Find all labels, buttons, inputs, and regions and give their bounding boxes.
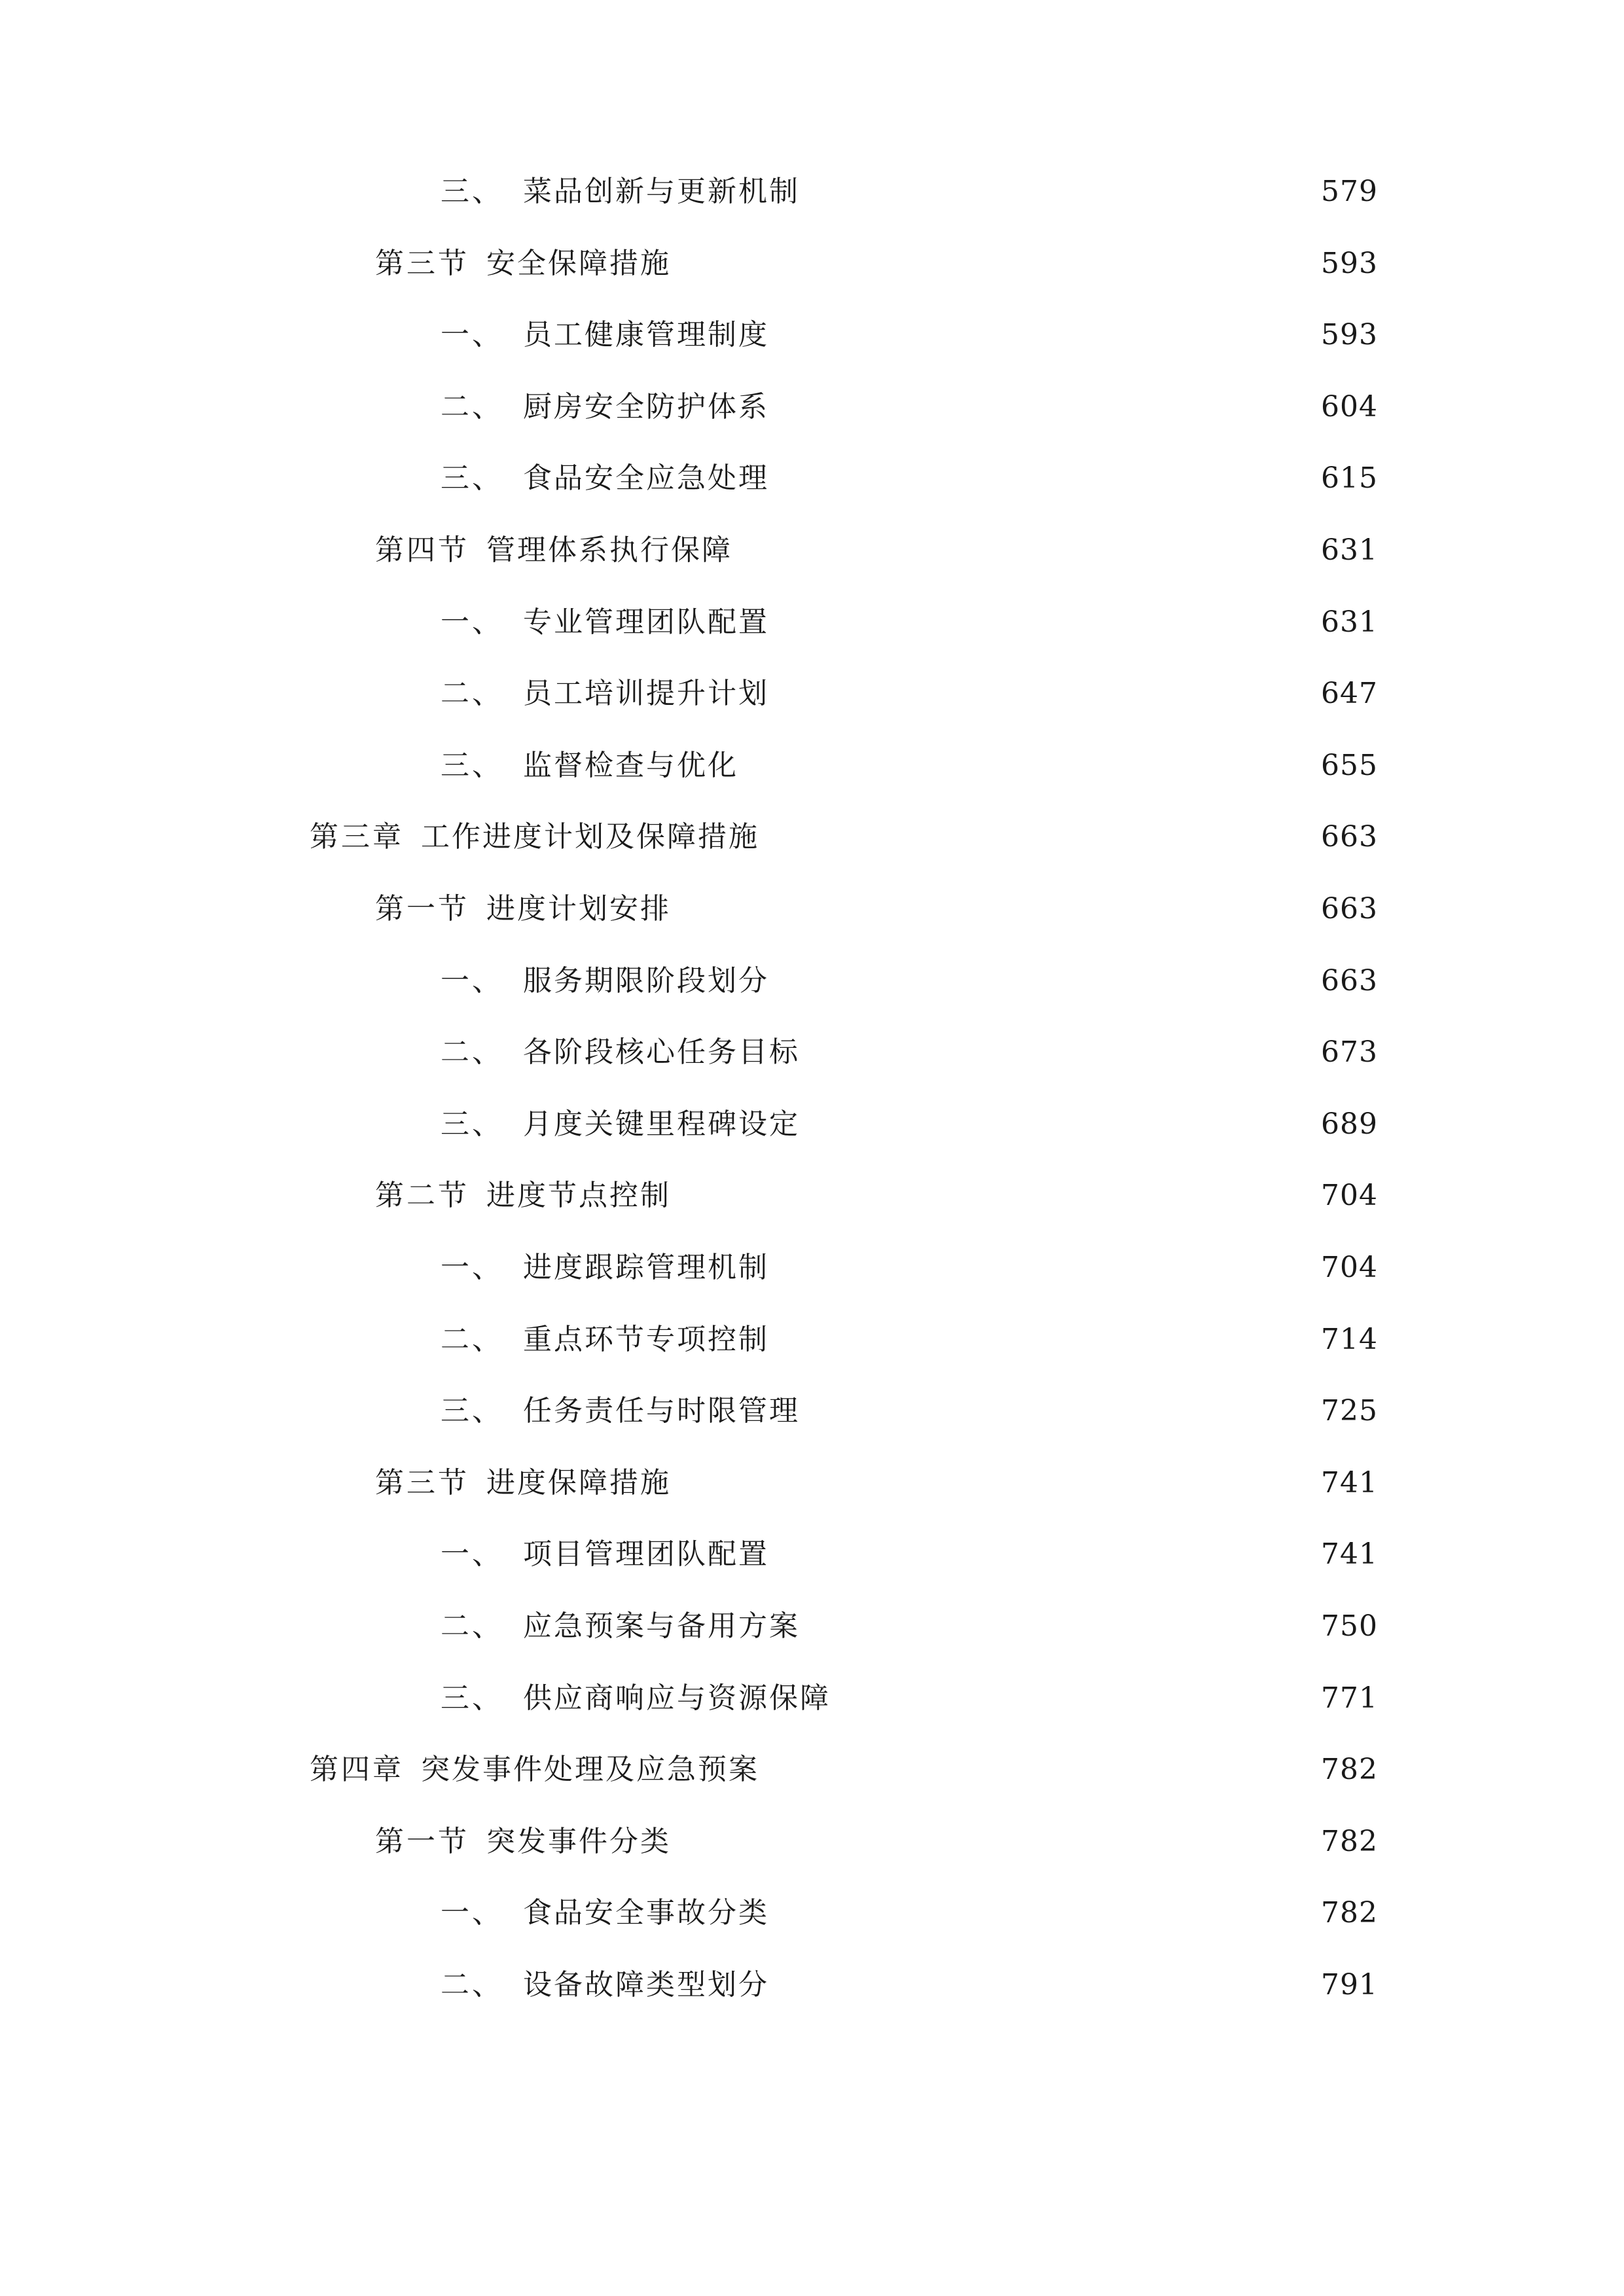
toc-entry-title: 专业管理团队配置 <box>523 605 769 639</box>
toc-entry-page-number: 704 <box>1321 1251 1378 1284</box>
toc-entry-number: 第三节 <box>375 247 469 280</box>
toc-entry[interactable] <box>441 1959 1378 2011</box>
dot-leader <box>780 1528 1309 1581</box>
toc-entry-number: 二、 <box>441 1609 503 1643</box>
dot-leader <box>743 524 1309 577</box>
toc-entry-number: 第三章 <box>310 820 404 853</box>
toc-entry-page-number: 704 <box>1321 1179 1378 1212</box>
dot-leader <box>681 1170 1309 1222</box>
toc-entry[interactable] <box>441 166 1378 218</box>
toc-entry-page-number: 663 <box>1321 892 1378 925</box>
toc-entry[interactable] <box>441 381 1378 433</box>
toc-entry[interactable] <box>441 1385 1378 1437</box>
toc-entry[interactable] <box>310 1744 1378 1796</box>
toc-entry[interactable] <box>375 524 1378 577</box>
dot-leader <box>810 1098 1309 1151</box>
toc-entry-page-number: 782 <box>1321 1896 1378 1929</box>
toc-entry-page-number: 741 <box>1321 1466 1378 1499</box>
dot-leader <box>780 955 1309 1007</box>
dot-leader <box>780 1314 1309 1366</box>
toc-entry-page-number: 750 <box>1321 1609 1378 1643</box>
toc-entry-title: 月度关键里程碑设定 <box>523 1107 800 1141</box>
toc-entry[interactable] <box>441 740 1378 792</box>
toc-entry-title: 服务期限阶段划分 <box>523 964 769 997</box>
toc-entry-page-number: 647 <box>1321 677 1378 710</box>
toc-entry-number: 一、 <box>441 318 503 351</box>
toc-entry-page-number: 655 <box>1321 749 1378 782</box>
toc-entry-number: 一、 <box>441 605 503 639</box>
toc-entry-page-number: 631 <box>1321 605 1378 639</box>
toc-entry-title: 进度跟踪管理机制 <box>523 1251 769 1284</box>
toc-entry[interactable] <box>441 1887 1378 1939</box>
toc-entry-page-number: 771 <box>1321 1681 1378 1715</box>
toc-entry-title: 监督检查与优化 <box>523 749 738 782</box>
dot-leader <box>780 381 1309 433</box>
toc-entry-number: 三、 <box>441 1681 503 1715</box>
dot-leader <box>681 1457 1309 1509</box>
dot-leader <box>681 883 1309 935</box>
toc-entry-title: 应急预案与备用方案 <box>523 1609 800 1643</box>
toc-entry-title: 安全保障措施 <box>486 247 671 280</box>
dot-leader <box>770 811 1309 863</box>
dot-leader <box>770 1744 1309 1796</box>
toc-entry[interactable] <box>375 1457 1378 1509</box>
toc-entry-title: 进度节点控制 <box>486 1179 671 1212</box>
toc-entry-page-number: 725 <box>1321 1394 1378 1427</box>
toc-entry-number: 一、 <box>441 1251 503 1284</box>
toc-entry-title: 员工健康管理制度 <box>523 318 769 351</box>
toc-entry[interactable] <box>441 452 1378 505</box>
toc-entry-page-number: 673 <box>1321 1035 1378 1069</box>
toc-entry-page-number: 604 <box>1321 390 1378 423</box>
toc-entry-page-number: 663 <box>1321 820 1378 853</box>
dot-leader <box>749 740 1309 792</box>
toc-entry-number: 第一节 <box>375 892 469 925</box>
toc-entry-title: 项目管理团队配置 <box>523 1537 769 1571</box>
toc-entry[interactable] <box>441 1098 1378 1151</box>
toc-entry-title: 厨房安全防护体系 <box>523 390 769 423</box>
dot-leader <box>810 166 1309 218</box>
toc-entry-page-number: 714 <box>1321 1323 1378 1356</box>
dot-leader <box>810 1600 1309 1653</box>
toc-entry[interactable] <box>441 1672 1378 1725</box>
toc-entry-title: 重点环节专项控制 <box>523 1323 769 1356</box>
toc-entry-page-number: 782 <box>1321 1825 1378 1858</box>
toc-entry-number: 二、 <box>441 1968 503 2001</box>
toc-entry-page-number: 593 <box>1321 247 1378 280</box>
toc-entry-number: 二、 <box>441 390 503 423</box>
toc-entry-title: 菜品创新与更新机制 <box>523 175 800 208</box>
toc-entry-number: 三、 <box>441 461 503 495</box>
toc-entry[interactable] <box>441 1528 1378 1581</box>
toc-entry[interactable] <box>375 1170 1378 1222</box>
toc-entry-number: 二、 <box>441 677 503 710</box>
dot-leader <box>780 309 1309 361</box>
toc-entry-page-number: 631 <box>1321 533 1378 567</box>
toc-entry-page-number: 615 <box>1321 461 1378 495</box>
toc-entry[interactable] <box>441 1026 1378 1079</box>
toc-entry-page-number: 663 <box>1321 964 1378 997</box>
dot-leader <box>780 1959 1309 2011</box>
toc-entry[interactable] <box>441 309 1378 361</box>
toc-entry-number: 三、 <box>441 1107 503 1141</box>
toc-entry-title: 突发事件分类 <box>486 1825 671 1858</box>
toc-entry-page-number: 741 <box>1321 1537 1378 1571</box>
toc-entry-title: 食品安全事故分类 <box>523 1896 769 1929</box>
dot-leader <box>780 668 1309 720</box>
toc-entry[interactable] <box>441 1242 1378 1294</box>
toc-entry-page-number: 689 <box>1321 1107 1378 1141</box>
toc-entry-title: 设备故障类型划分 <box>523 1968 769 2001</box>
toc-entry-page-number: 791 <box>1321 1968 1378 2001</box>
toc-entry[interactable] <box>375 238 1378 290</box>
dot-leader <box>681 238 1309 290</box>
toc-entry[interactable] <box>441 668 1378 720</box>
toc-entry[interactable] <box>375 1816 1378 1868</box>
toc-entry-title: 突发事件处理及应急预案 <box>421 1753 759 1786</box>
toc-entry-title: 进度计划安排 <box>486 892 671 925</box>
toc-entry-title: 各阶段核心任务目标 <box>523 1035 800 1069</box>
toc-entry[interactable] <box>310 811 1378 863</box>
toc-entry[interactable] <box>441 1314 1378 1366</box>
dot-leader <box>810 1026 1309 1079</box>
dot-leader <box>780 1242 1309 1294</box>
toc-entry-title: 进度保障措施 <box>486 1466 671 1499</box>
toc-entry-number: 第二节 <box>375 1179 469 1212</box>
toc-entry[interactable] <box>441 1600 1378 1653</box>
toc-entry-title: 员工培训提升计划 <box>523 677 769 710</box>
toc-entry[interactable] <box>375 883 1378 935</box>
toc-entry-number: 二、 <box>441 1035 503 1069</box>
dot-leader <box>681 1816 1309 1868</box>
toc-entry-title: 任务责任与时限管理 <box>523 1394 800 1427</box>
toc-entry-number: 三、 <box>441 1394 503 1427</box>
dot-leader <box>810 1385 1309 1437</box>
toc-entry-number: 三、 <box>441 175 503 208</box>
toc-entry-page-number: 579 <box>1321 175 1378 208</box>
toc-entry-title: 管理体系执行保障 <box>486 533 732 567</box>
toc-entry-number: 第三节 <box>375 1466 469 1499</box>
toc-entry[interactable] <box>441 955 1378 1007</box>
dot-leader <box>780 452 1309 505</box>
toc-entry-number: 第一节 <box>375 1825 469 1858</box>
dot-leader <box>780 1887 1309 1939</box>
toc-entry-page-number: 782 <box>1321 1753 1378 1786</box>
toc-entry-page-number: 593 <box>1321 318 1378 351</box>
toc-entry-number: 二、 <box>441 1323 503 1356</box>
dot-leader <box>780 596 1309 649</box>
toc-entry[interactable] <box>441 596 1378 649</box>
toc-entry-title: 工作进度计划及保障措施 <box>421 820 759 853</box>
toc-entry-number: 三、 <box>441 749 503 782</box>
toc-entry-number: 第四章 <box>310 1753 404 1786</box>
toc-entry-number: 一、 <box>441 1896 503 1929</box>
dot-leader <box>841 1672 1309 1725</box>
toc-entry-title: 食品安全应急处理 <box>523 461 769 495</box>
toc-entry-number: 一、 <box>441 1537 503 1571</box>
toc-entry-number: 第四节 <box>375 533 469 567</box>
toc-entry-title: 供应商响应与资源保障 <box>523 1681 831 1715</box>
toc-entry-number: 一、 <box>441 964 503 997</box>
